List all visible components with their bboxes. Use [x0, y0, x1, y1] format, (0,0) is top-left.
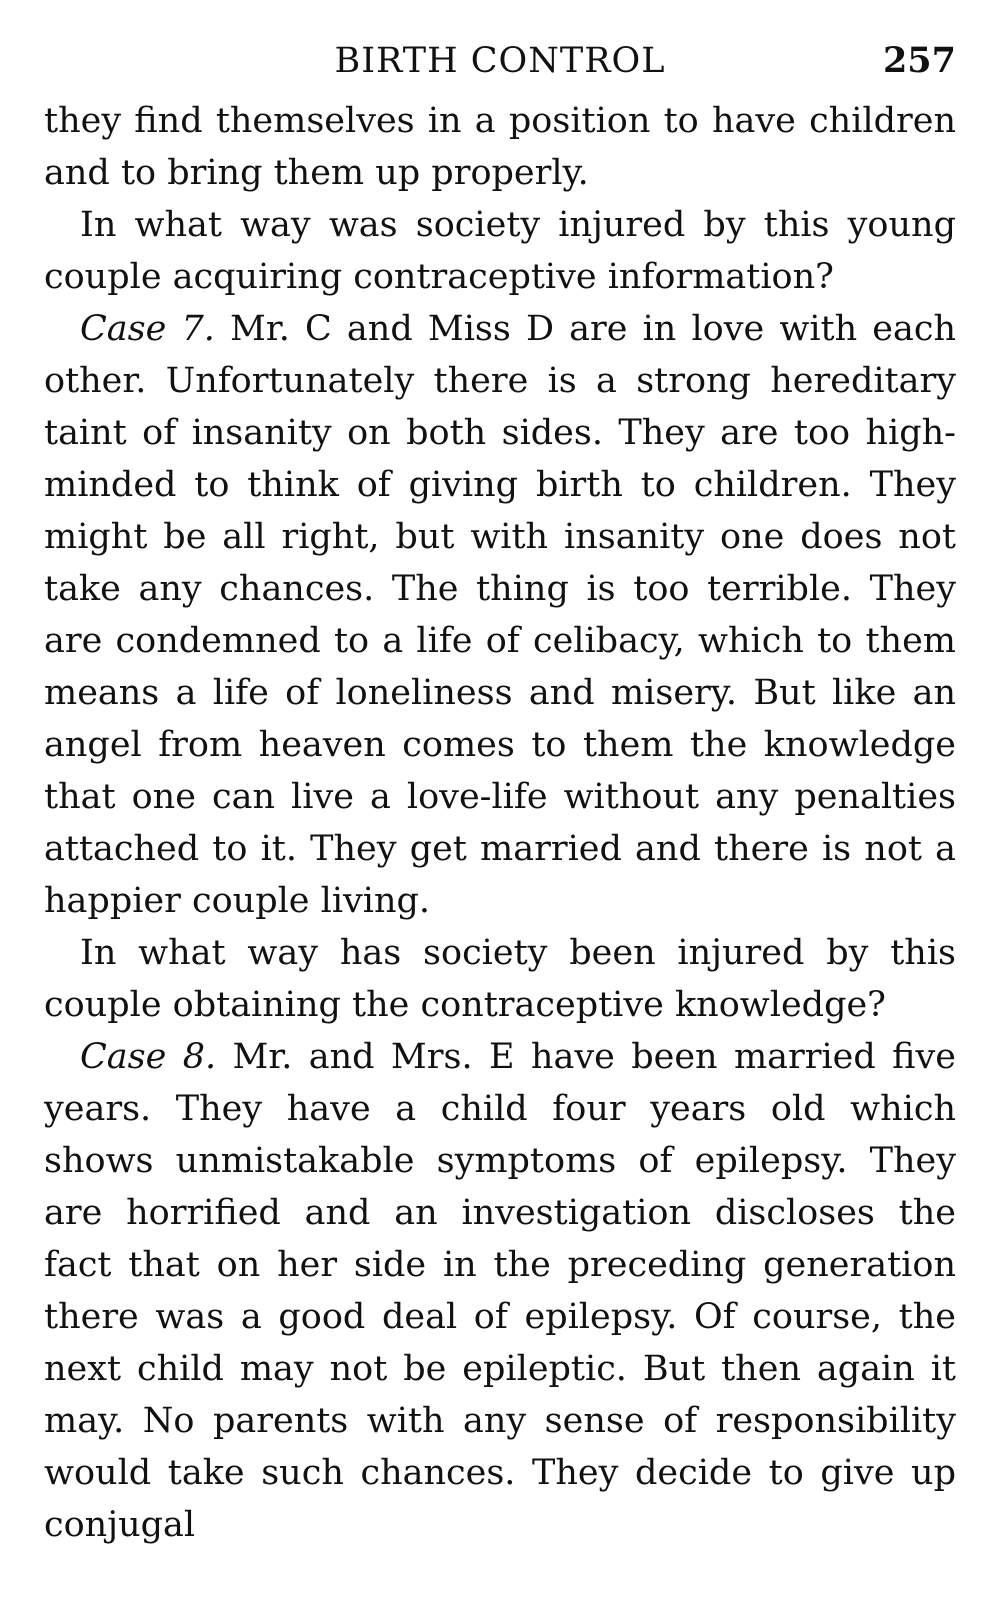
case-8-text: Mr. and Mrs. E have been married five years. They have a child four years old which shows unmistakable symptoms of epilepsy. They are horrified and an investigation discloses the fact that on her side in the preceding generation there was a good deal of epilepsy. Of course, the next child may not be epileptic. But then again it may. No parents with any sense of responsibility would take such chances. They decide to give up conjugal — [44, 1037, 957, 1545]
paragraph-case-7 — [44, 303, 956, 927]
paragraph-continuation: they find themselves in a position to have children and to bring them up properly. — [44, 101, 956, 193]
case-8-label: Case 8. — [80, 1037, 217, 1077]
body-text — [44, 95, 956, 1551]
book-page — [44, 30, 956, 1590]
page-number: 257 — [882, 40, 956, 81]
paragraph-question-case-7: In what way has society been injured by this couple obtaining the contraceptive knowledge? — [44, 933, 956, 1025]
case-7-text: Mr. C and Miss D are in love with each other. Unfortunately there is a strong hereditary taint of insanity on both sides. They are too highminded to think of giving birth to children. They might be all right, but with insanity one does not take any chances. The thing is too terrible. They are condemned to a life of celibacy, which to them means a life of loneliness and misery. But like an angel from heaven comes to them the knowledge that one can live a love-life without any penalties attached to it. They get married and there is not a happier couple living. — [44, 309, 956, 921]
running-head — [44, 30, 956, 92]
running-title: BIRTH CONTROL — [334, 41, 666, 81]
paragraph-question-case-6: In what way was society injured by this young couple acquiring contraceptive information? — [44, 205, 956, 297]
case-7-label: Case 7. — [80, 309, 215, 349]
paragraph-case-8 — [44, 1031, 956, 1551]
